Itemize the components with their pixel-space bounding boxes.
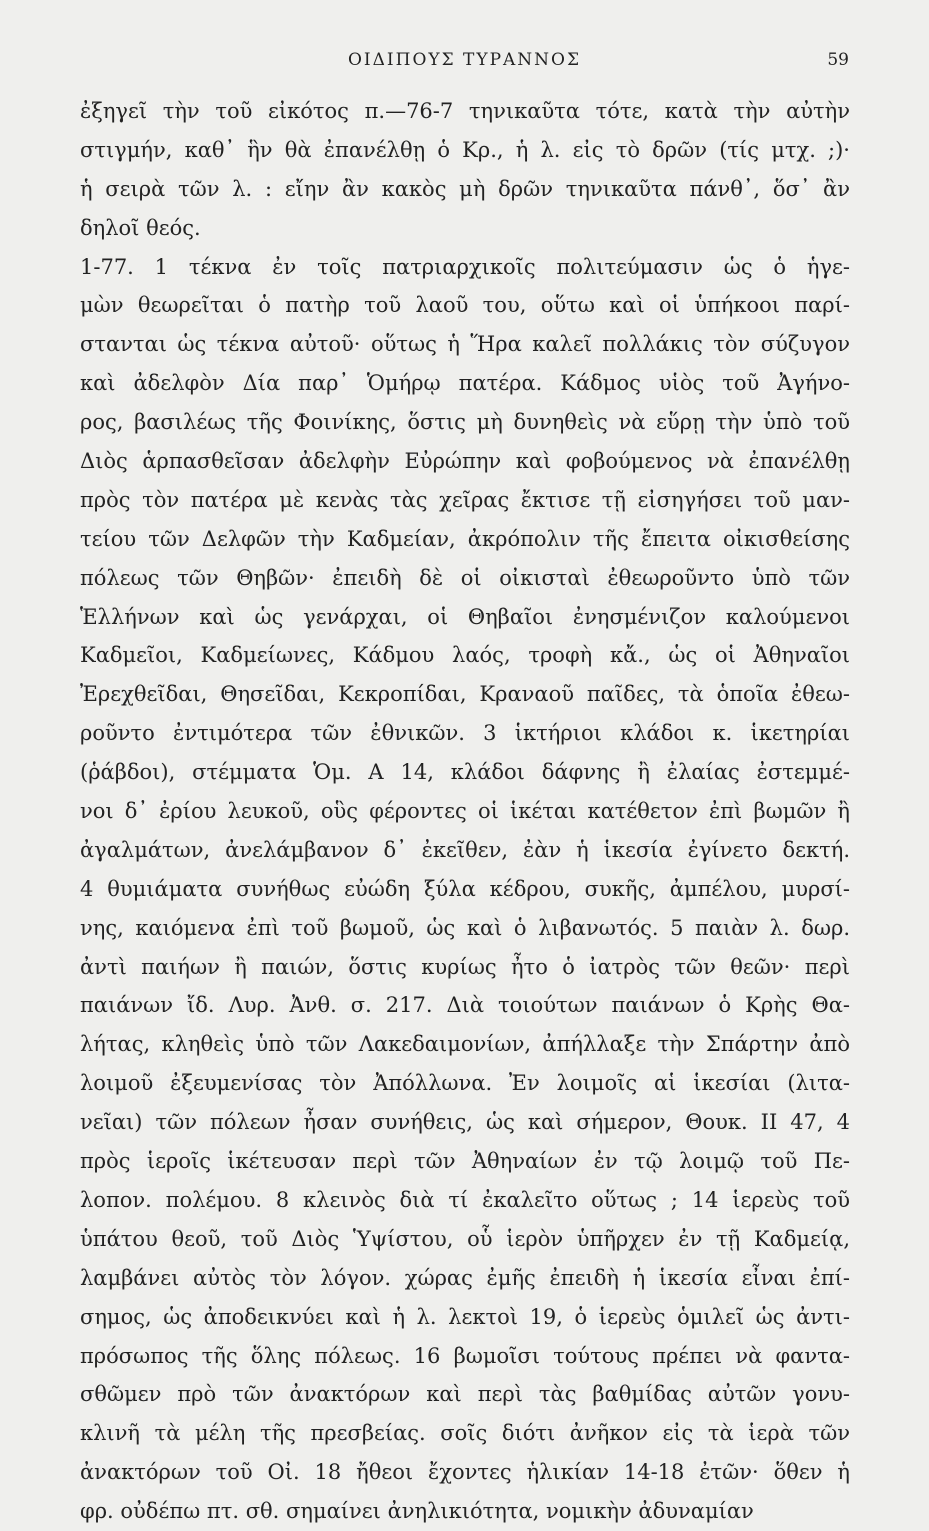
text-line: Ἐρεχθεῖδαι, Θησεῖδαι, Κεκροπίδαι, Κραναοῦ παῖδες, τὰ ὁποῖα ἐθεω- (80, 682, 850, 707)
text-line: λαμβάνει αὐτὸς τὸν λόγον. χώρας ἐμῆς ἐπειδὴ ἡ ἱκεσία εἶναι ἐπί- (80, 1265, 850, 1290)
text-line: πρόσωπος τῆς ὅλης πόλεως. 16 βωμοῖσι τούτους πρέπει νὰ φαντα- (80, 1343, 850, 1368)
text-line: ἀγαλμάτων, ἀνελάμβανον δ᾽ ἐκεῖθεν, ἐὰν ἡ ἱκεσία ἐγίνετο δεκτή. (80, 837, 850, 862)
text-line: ρος, βασιλέως τῆς Φοινίκης, ὅστις μὴ δυνηθεὶς νὰ εὕρῃ τὴν ὑπὸ τοῦ (80, 410, 850, 435)
text-line: Ἑλλήνων καὶ ὡς γενάρχαι, οἱ Θηβαῖοι ἐνησμένιζον καλούμενοι (80, 604, 850, 629)
text-line: δηλοῖ θεός. (80, 215, 201, 240)
text-line: ἀντὶ παιήων ἢ παιών, ὅστις κυρίως ἦτο ὁ ἰατρὸς τῶν θεῶν· περὶ (80, 954, 850, 979)
text-line: μὼν θεωρεῖται ὁ πατὴρ τοῦ λαοῦ του, οὕτω καὶ οἱ ὑπήκοοι παρί- (80, 293, 850, 318)
text-line: ἀνακτόρων τοῦ Οἰ. 18 ἤθεοι ἔχοντες ἡλικίαν 14-18 ἐτῶν· ὅθεν ἡ (80, 1460, 850, 1485)
text-line: τείου τῶν Δελφῶν τὴν Καδμείαν, ἀκρόπολιν τῆς ἔπειτα οἰκισθείσης (80, 526, 850, 551)
text-line: Καδμεῖοι, Καδμείωνες, Κάδμου λαός, τροφὴ κἄ., ὡς οἱ Ἀθηναῖοι (80, 643, 850, 668)
text-line: σθῶμεν πρὸ τῶν ἀνακτόρων καὶ περὶ τὰς βαθμίδας αὐτῶν γονυ- (80, 1382, 850, 1407)
text-line: πρὸς ἱεροῖς ἱκέτευσαν περὶ τῶν Ἀθηναίων ἐν τῷ λοιμῷ τοῦ Πε- (80, 1149, 850, 1174)
text-line: ἡ σειρὰ τῶν λ. : εἴην ἂν κακὸς μὴ δρῶν τηνικαῦτα πάνθ᾽, ὅσ᾽ ἂν (80, 176, 850, 201)
text-line: ροῦντο ἐντιμότερα τῶν ἐθνικῶν. 3 ἱκτήριοι κλάδοι κ. ἱκετηρίαι (80, 721, 850, 746)
text-line: καὶ ἀδελφὸν Δία παρ᾽ Ὁμήρῳ πατέρα. Κάδμος υἱὸς τοῦ Ἀγήνο- (80, 371, 850, 396)
text-line: στιγμήν, καθ᾽ ἣν θὰ ἐπανέλθῃ ὁ Κρ., ἡ λ. εἰς τὸ δρῶν (τίς μτχ. ;)· (80, 137, 850, 162)
text-line: ἐξηγεῖ τὴν τοῦ εἰκότος π.—76-7 τηνικαῦτα τότε, κατὰ τὴν αὐτὴν (80, 99, 850, 123)
text-line: κλινῆ τὰ μέλη τῆς πρεσβείας. σοῖς διότι ἀνῆκον εἰς τὰ ἱερὰ τῶν (80, 1421, 850, 1446)
text-line: λοπον. πολέμου. 8 κλεινὸς διὰ τί ἐκαλεῖτο οὕτως ; 14 ἱερεὺς τοῦ (80, 1187, 850, 1212)
text-line: λήτας, κληθεὶς ὑπὸ τῶν Λακεδαιμονίων, ἀπήλλαξε τὴν Σπάρτην ἀπὸ (80, 1032, 850, 1057)
text-line: παιάνων ἴδ. Λυρ. Ἀνθ. σ. 217. Διὰ τοιούτων παιάνων ὁ Κρὴς Θα- (80, 993, 850, 1018)
text-line: σημος, ὡς ἀποδεικνύει καὶ ἡ λ. λεκτοὶ 19, ὁ ἱερεὺς ὁμιλεῖ ὡς ἀντι- (80, 1304, 850, 1329)
text-line: πρὸς τὸν πατέρα μὲ κενὰς τὰς χεῖρας ἔκτισε τῇ εἰσηγήσει τοῦ μαν- (80, 487, 850, 512)
text-line: 1-77. 1 τέκνα ἐν τοῖς πατριαρχικοῖς πολιτεύμασιν ὡς ὁ ἡγε- (80, 254, 850, 279)
page-number: 59 (827, 50, 849, 70)
text-line: στανται ὡς τέκνα αὐτοῦ· οὕτως ἡ Ἥρα καλεῖ πολλάκις τὸν σύζυγον (80, 332, 850, 357)
text-line: νης, καιόμενα ἐπὶ τοῦ βωμοῦ, ὡς καὶ ὁ λιβανωτός. 5 παιὰν λ. δωρ. (80, 915, 850, 940)
text-line: λοιμοῦ ἐξευμενίσας τὸν Ἀπόλλωνα. Ἐν λοιμοῖς αἱ ἱκεσίαι (λιτα- (80, 1071, 850, 1096)
text-line: 4 θυμιάματα συνήθως εὐώδη ξύλα κέδρου, συκῆς, ἀμπέλου, μυρσί- (80, 876, 850, 901)
text-line: νεῖαι) τῶν πόλεων ἦσαν συνήθεις, ὡς καὶ σήμερον, Θουκ. II 47, 4 (80, 1110, 850, 1135)
text-line: πόλεως τῶν Θηβῶν· ἐπειδὴ δὲ οἱ οἰκισταὶ ἐθεωροῦντο ὑπὸ τῶν (80, 565, 850, 590)
running-title: ΟΙΔΙΠΟΥΣ ΤΥΡΑΝΝΟΣ (347, 50, 582, 70)
text-line: φρ. οὐδέπω πτ. σθ. σημαίνει ἀνηλικιότητα, νομικὴν ἀδυναμίαν (80, 1499, 754, 1524)
text-line: ὑπάτου θεοῦ, τοῦ Διὸς Ὑψίστου, οὗ ἱερὸν ὑπῆρχεν ἐν τῇ Καδμείᾳ, (80, 1226, 850, 1251)
text-line: Διὸς ἁρπασθεῖσαν ἀδελφὴν Εὐρώπην καὶ φοβούμενος νὰ ἐπανέλθῃ (80, 449, 850, 474)
text-line: (ῥάβδοι), στέμματα Ὁμ. Α 14, κλάδοι δάφνης ἢ ἐλαίας ἐστεμμέ- (80, 760, 850, 785)
text-line: νοι δ᾽ ἐρίου λευκοῦ, οὓς φέροντες οἱ ἱκέται κατέθετον ἐπὶ βωμῶν ἢ (80, 799, 850, 824)
running-head (80, 50, 849, 74)
commentary-text (80, 92, 850, 1531)
